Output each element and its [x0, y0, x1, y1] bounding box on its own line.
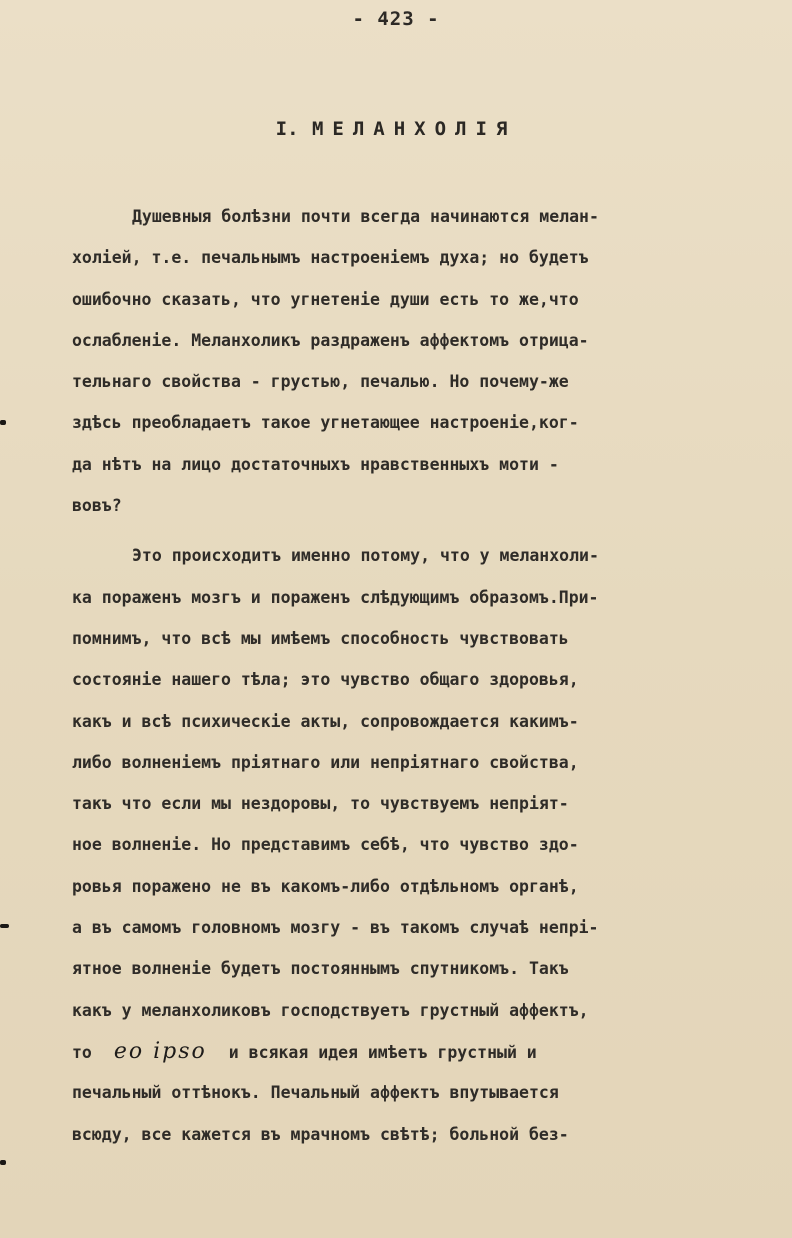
text-line: состояніе нашего тѣла; это чувство общаго здоровья,	[72, 670, 579, 690]
handwritten-line-suffix: и всякая идея имѣетъ грустный и	[228, 1042, 537, 1062]
text-line: ятное волненіе будетъ постояннымъ спутникомъ. Такъ	[72, 959, 569, 979]
text-line: Душевныя болѣзни почти всегда начинаются мелан-	[132, 207, 599, 226]
text-line: да нѣтъ на лицо достаточныхъ нравственныхъ моти -	[72, 454, 559, 474]
text-line: ослабленіе. Меланхоликъ раздраженъ аффектомъ отрица-	[72, 330, 589, 350]
handwritten-line-prefix: то	[72, 1042, 92, 1062]
paragraph-2-end	[72, 1072, 732, 1155]
text-line: какъ и всѣ психическіе акты, сопровождается какимъ-	[72, 711, 579, 731]
text-line: либо волненіемъ пріятнаго или непріятнаго свойства,	[72, 752, 579, 772]
text-line: всюду, все кажется въ мрачномъ свѣтѣ; больной без-	[72, 1124, 569, 1144]
chapter-numeral: I.	[275, 118, 299, 140]
text-line: вовъ?	[72, 496, 122, 516]
text-line: здѣсь преобладаетъ такое угнетающее настроеніе,ког-	[72, 413, 579, 433]
text-line: ошибочно сказать, что угнетеніе души есть то же,что	[72, 289, 579, 309]
text-line: тельнаго свойства - грустью, печалью. Но почему-же	[72, 372, 569, 392]
chapter-title: МЕЛАНХОЛІЯ	[311, 118, 517, 140]
text-line: ное волненіе. Но представимъ себѣ, что чувство здо-	[72, 835, 579, 855]
text-line: помнимъ, что всѣ мы имѣемъ способность чувствовать	[72, 628, 569, 648]
handwritten-annotation: eo ipso	[113, 1038, 207, 1064]
text-line: ровья поражено не въ какомъ-либо отдѣльномъ органѣ,	[72, 876, 579, 896]
text-line: Это происходитъ именно потому, что у меланхоли-	[132, 546, 599, 566]
text-line: печальный оттѣнокъ. Печальный аффектъ впутывается	[72, 1083, 559, 1103]
text-line: какъ у меланхоликовъ господствуетъ грустный аффектъ,	[72, 1000, 589, 1020]
margin-mark	[0, 1160, 6, 1165]
page-number: - 423 -	[352, 8, 440, 30]
handwritten-line	[72, 1031, 732, 1072]
body-text	[72, 196, 732, 1155]
chapter-heading	[0, 118, 792, 140]
margin-mark	[0, 420, 6, 425]
text-line: ка пораженъ мозгъ и пораженъ слѣдующимъ образомъ.При-	[72, 587, 599, 607]
paragraph-1	[72, 196, 732, 526]
text-line: холіей, т.е. печальнымъ настроеніемъ духа; но будетъ	[72, 248, 589, 268]
paragraph-2	[72, 535, 732, 1031]
text-line: а въ самомъ головномъ мозгу - въ такомъ случаѣ непрі-	[72, 918, 599, 938]
text-line: такъ что если мы нездоровы, то чувствуемъ непріят-	[72, 794, 569, 814]
margin-mark	[0, 924, 9, 928]
